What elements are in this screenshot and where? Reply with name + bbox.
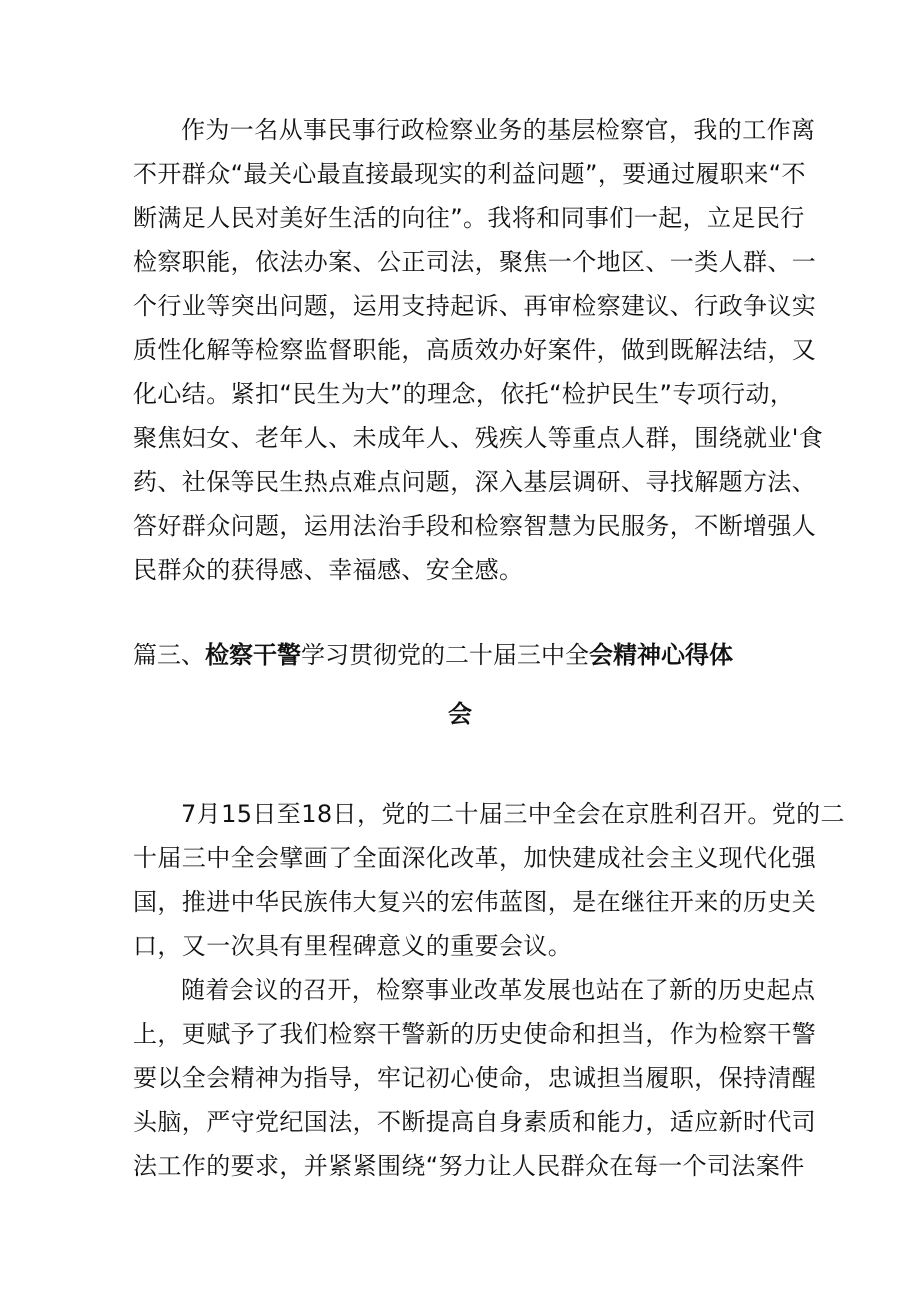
text-line: 国，推进中华民族伟大复兴的宏伟蓝图，是在继往开来的历史关 [133,888,817,916]
paragraph-3 [133,968,817,1188]
text-line: 头脑，严守党纪国法，不断提高自身素质和能力，适应新时代司 [133,1108,817,1136]
heading-bold-1: 检察干警 [205,641,301,669]
section-heading-continuation: 会 [448,700,472,728]
text-line: 要以全会精神为指导，牢记初心使命，忠诚担当履职，保持清醒 [133,1064,817,1092]
text-line: 个行业等突出问题，运用支持起诉、再审检察建议、行政争议实 [133,292,817,320]
text-line: 检察职能，依法办案、公正司法，聚焦一个地区、一类人群、一 [133,248,817,276]
text-line: 法工作的要求，并紧紧围绕“努力让人民群众在每一个司法案件 [133,1152,805,1180]
text-line: 质性化解等检察监督职能，高质效办好案件，做到既解法结，又 [133,336,817,364]
text-line: 十届三中全会擘画了全面深化改革，加快建成社会主义现代化强 [133,844,817,872]
text-line: 答好群众问题，运用法治手段和检察智慧为民服务，不断增强人 [133,512,817,540]
text-line: 作为一名从事民事行政检察业务的基层检察官，我的工作离 [181,116,816,144]
text-line: 上，更赋予了我们检察干警新的历史使命和担当，作为检察干警 [133,1020,817,1048]
heading-prefix: 篇三、 [133,641,205,669]
heading-bold-2: 会精神心得体 [589,641,733,669]
text-line: 药、社保等民生热点难点问题，深入基层调研、寻找解题方法、 [133,468,817,496]
section-heading [133,633,798,677]
text-line: 聚焦妇女、老年人、未成年人、残疾人等重点人群，围绕就业'食 [133,424,824,452]
text-line: 民群众的获得感、幸福感、安全感。 [133,556,524,584]
text-line: 口，又一次具有里程碑意义的重要会议。 [133,932,573,960]
text-line: 不开群众“最关心最直接最现实的利益问题”，要通过履职来“不 [133,160,806,188]
text-line: 7月15日至18日，党的二十届三中全会在京胜利召开。党的二 [181,800,845,828]
heading-middle: 学习贯彻党的二十届三中全 [301,641,589,669]
paragraph-2 [133,792,845,968]
text-line: 随着会议的召开，检察事业改革发展也站在了新的历史起点 [181,976,816,1004]
paragraph-1 [133,108,824,592]
text-line: 断满足人民对美好生活的向往”。我将和同事们一起，立足民行 [133,204,805,232]
text-line: 化心结。紧扣“民生为大”的理念，依托“检护民生”专项行动， [133,380,795,408]
